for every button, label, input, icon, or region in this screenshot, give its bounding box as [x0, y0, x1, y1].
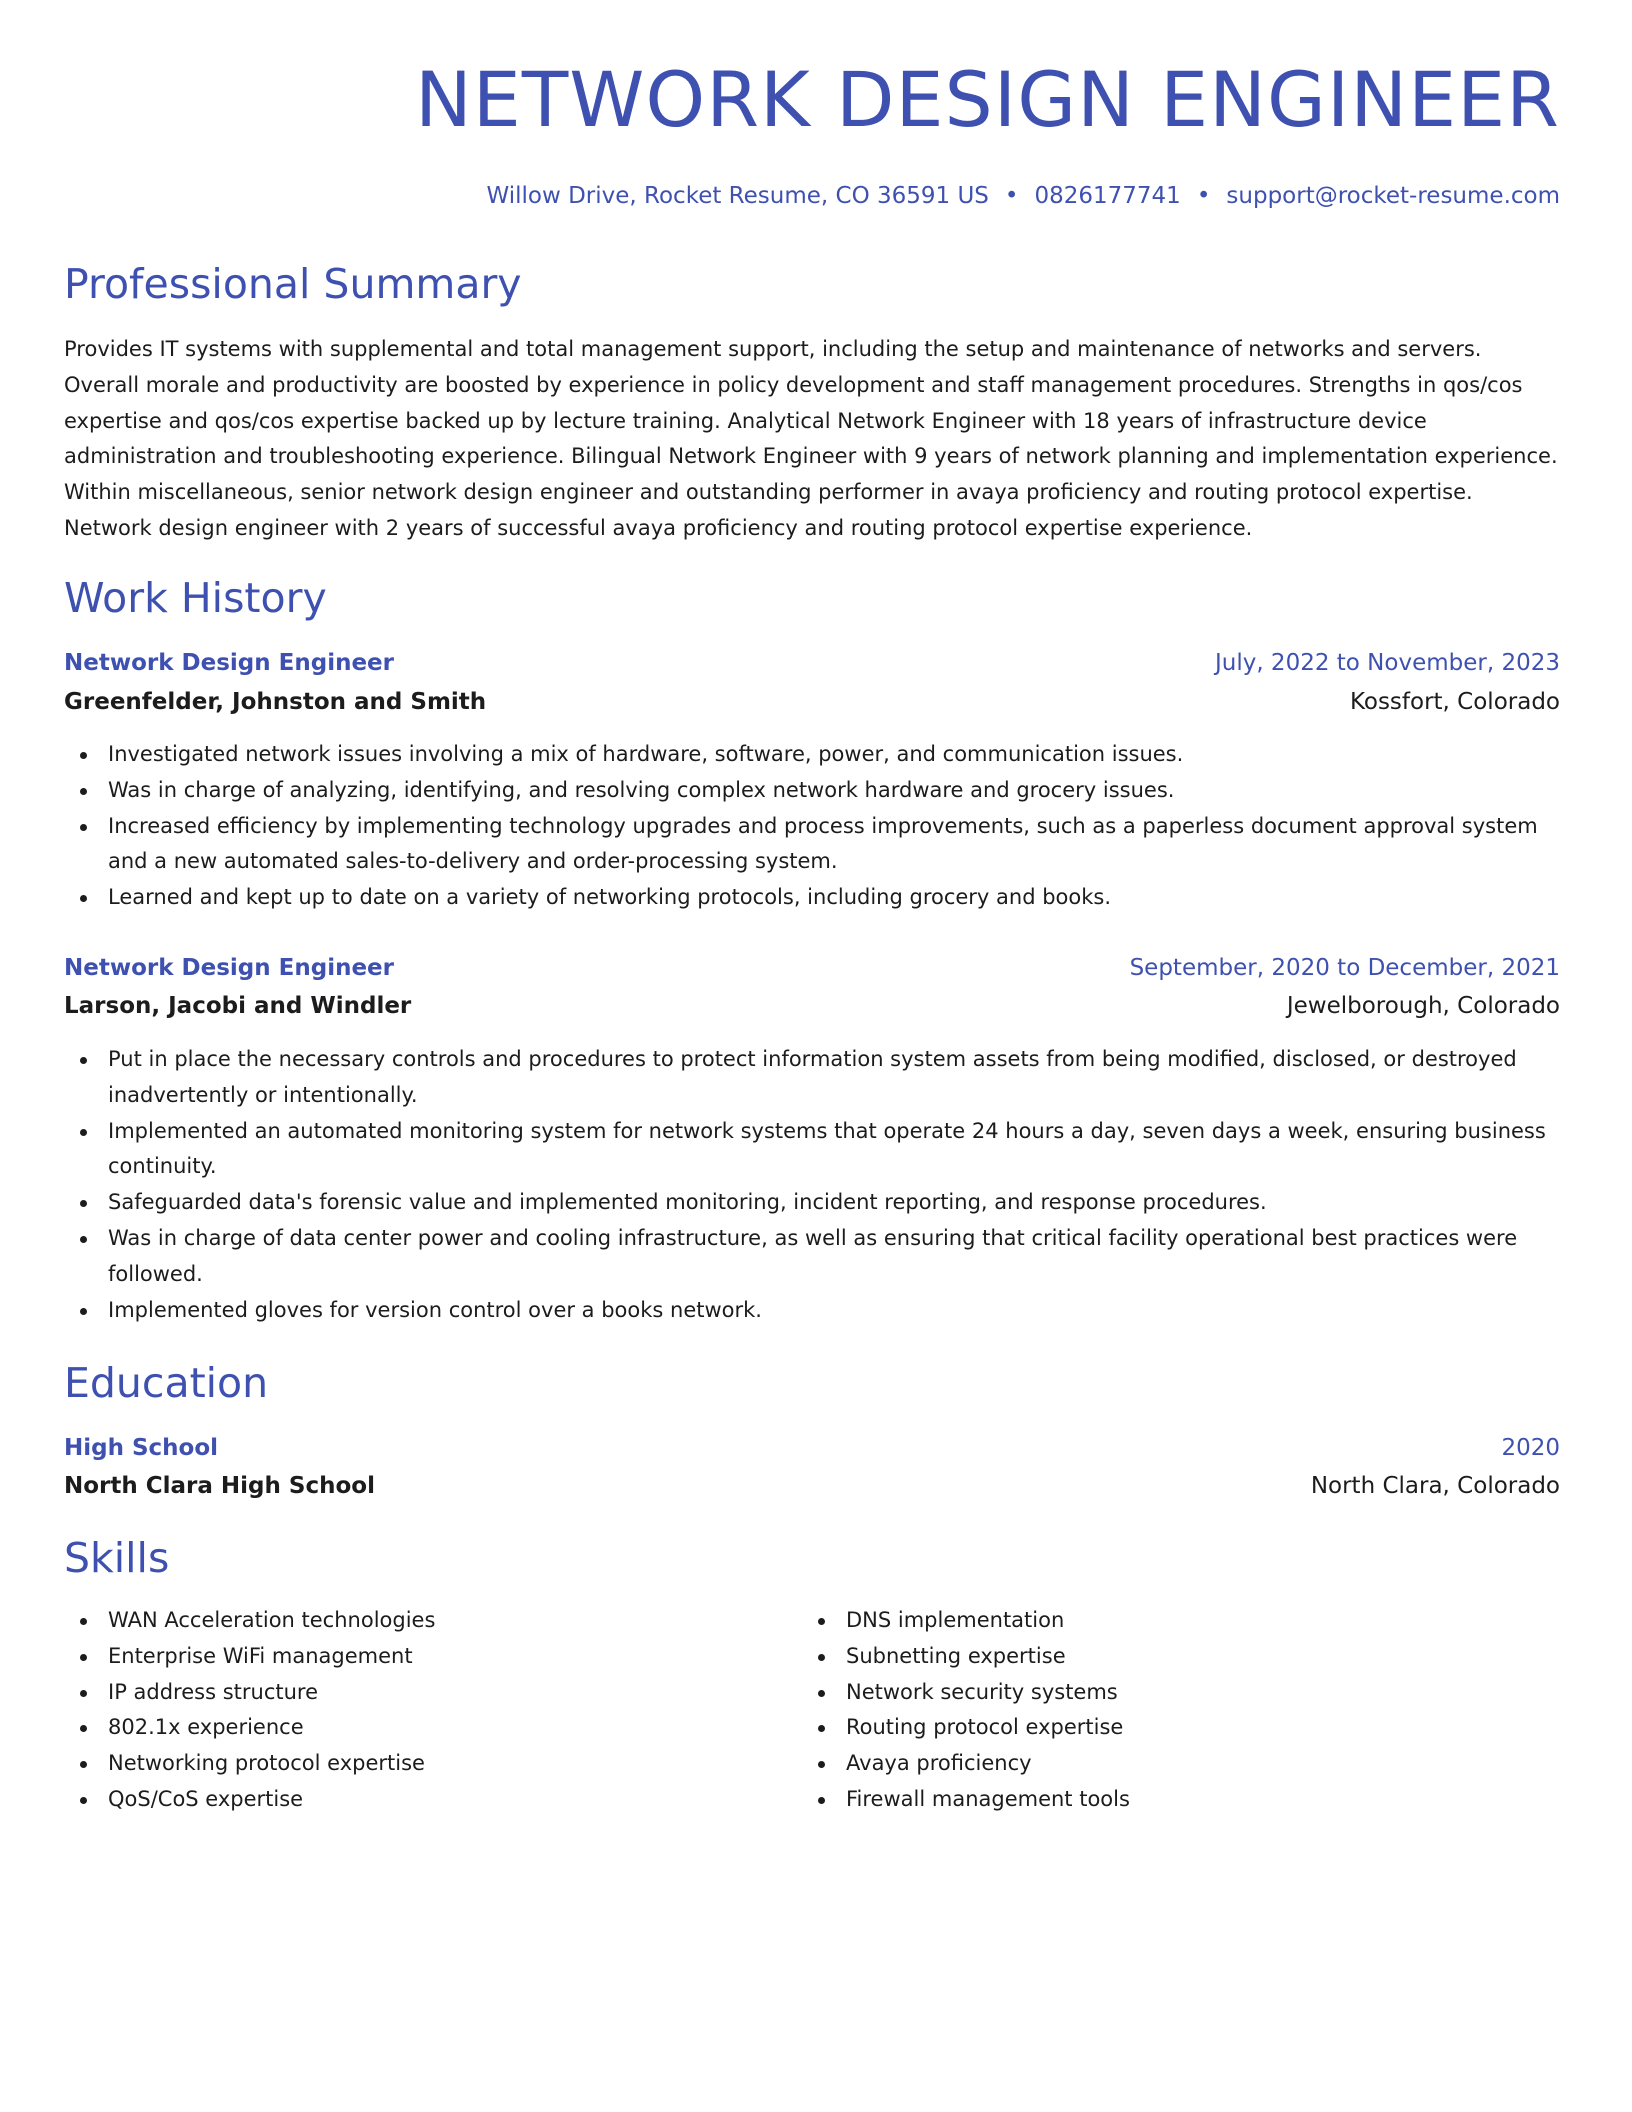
skill-item: DNS implementation — [802, 1603, 1502, 1639]
contact-email[interactable]: support@rocket-resume.com — [1226, 183, 1560, 209]
job-1-bullets — [64, 737, 1560, 916]
job-1-role: Network Design Engineer — [64, 650, 394, 676]
skill-item: Subnetting expertise — [802, 1639, 1502, 1675]
job-2-title-row — [64, 950, 1560, 986]
skill-item: WAN Acceleration technologies — [64, 1603, 764, 1639]
skill-item: Avaya proficiency — [802, 1746, 1502, 1782]
skills-list-right — [802, 1603, 1502, 1818]
job-1-company: Greenfelder, Johnston and Smith — [64, 689, 487, 715]
education-year: 2020 — [1501, 1435, 1560, 1461]
job-2-location: Jewelborough, Colorado — [1286, 993, 1560, 1019]
contact-address: Willow Drive, Rocket Resume, CO 36591 US — [486, 183, 989, 209]
job-1-title-row — [64, 645, 1560, 681]
skill-item: Enterprise WiFi management — [64, 1639, 764, 1675]
education-school-row — [64, 1468, 1560, 1504]
summary-text: Provides IT systems with supplemental and total management support, including the setup and maintenance of networks and servers. Overall morale and productivity are boosted by experience in policy development and staff management procedures. Strengths in qos/cos expertise and qos/cos expertise backed up by lecture training. Analytical Network Engineer with 18 years of infrastructure device administration and troubleshooting experience. Bilingual Network Engineer with 9 years of network planning and implementation experience. Within miscellaneous, senior network design engineer and outstanding performer in avaya proficiency and routing protocol expertise. Network design engineer with 2 years of successful avaya proficiency and routing protocol expertise experience. — [64, 337, 1558, 540]
list-item: Increased efficiency by implementing technology upgrades and process improvements, such as a paperless document approval system and a new automated sales-to-delivery and order-processing system. — [64, 809, 1560, 881]
contact-line — [487, 178, 1561, 214]
education-degree: High School — [64, 1435, 219, 1461]
skills-heading: Skills — [64, 1534, 170, 1582]
skill-item: Routing protocol expertise — [802, 1710, 1502, 1746]
job-1-location: Kossfort, Colorado — [1349, 689, 1560, 715]
contact-phone: 0826177741 — [1034, 183, 1181, 209]
education-title-row — [64, 1430, 1560, 1466]
skills-list-left — [64, 1603, 764, 1818]
skill-item: Firewall management tools — [802, 1782, 1502, 1818]
list-item: Put in place the necessary controls and procedures to protect information system assets from being modified, disclosed, or destroyed inadvertently or intentionally. — [64, 1042, 1560, 1114]
work-history-heading: Work History — [64, 574, 327, 622]
list-item: Implemented gloves for version control over a books network. — [64, 1293, 1560, 1329]
list-item: Was in charge of data center power and cooling infrastructure, as well as ensuring that critical facility operational best practices were followed. — [64, 1221, 1560, 1293]
skill-item: IP address structure — [64, 1675, 764, 1711]
education-location: North Clara, Colorado — [1310, 1473, 1560, 1499]
contact-separator: • — [1196, 183, 1211, 209]
job-2-company: Larson, Jacobi and Windler — [64, 993, 412, 1019]
job-2-dates: September, 2020 to December, 2021 — [1129, 955, 1560, 981]
job-2-bullets — [64, 1042, 1560, 1328]
summary-heading: Professional Summary — [64, 260, 522, 308]
resume-title: NETWORK DESIGN ENGINEER — [414, 55, 1560, 144]
job-2-company-row — [64, 988, 1560, 1024]
job-2-role: Network Design Engineer — [64, 955, 394, 981]
list-item: Learned and kept up to date on a variety of networking protocols, including grocery and books. — [64, 880, 1560, 916]
education-heading: Education — [64, 1359, 269, 1407]
list-item: Investigated network issues involving a mix of hardware, software, power, and communication issues. — [64, 737, 1560, 773]
list-item: Implemented an automated monitoring system for network systems that operate 24 hours a day, seven days a week, ensuring business continuity. — [64, 1114, 1560, 1186]
skill-item: Network security systems — [802, 1675, 1502, 1711]
contact-separator: • — [1004, 183, 1019, 209]
skill-item: Networking protocol expertise — [64, 1746, 764, 1782]
skill-item: 802.1x experience — [64, 1710, 764, 1746]
job-1-company-row — [64, 684, 1560, 720]
list-item: Was in charge of analyzing, identifying, and resolving complex network hardware and grocery issues. — [64, 773, 1560, 809]
skill-item: QoS/CoS expertise — [64, 1782, 764, 1818]
education-school: North Clara High School — [64, 1473, 375, 1499]
job-1-dates: July, 2022 to November, 2023 — [1214, 650, 1560, 676]
list-item: Safeguarded data's forensic value and implemented monitoring, incident reporting, and response procedures. — [64, 1185, 1560, 1221]
